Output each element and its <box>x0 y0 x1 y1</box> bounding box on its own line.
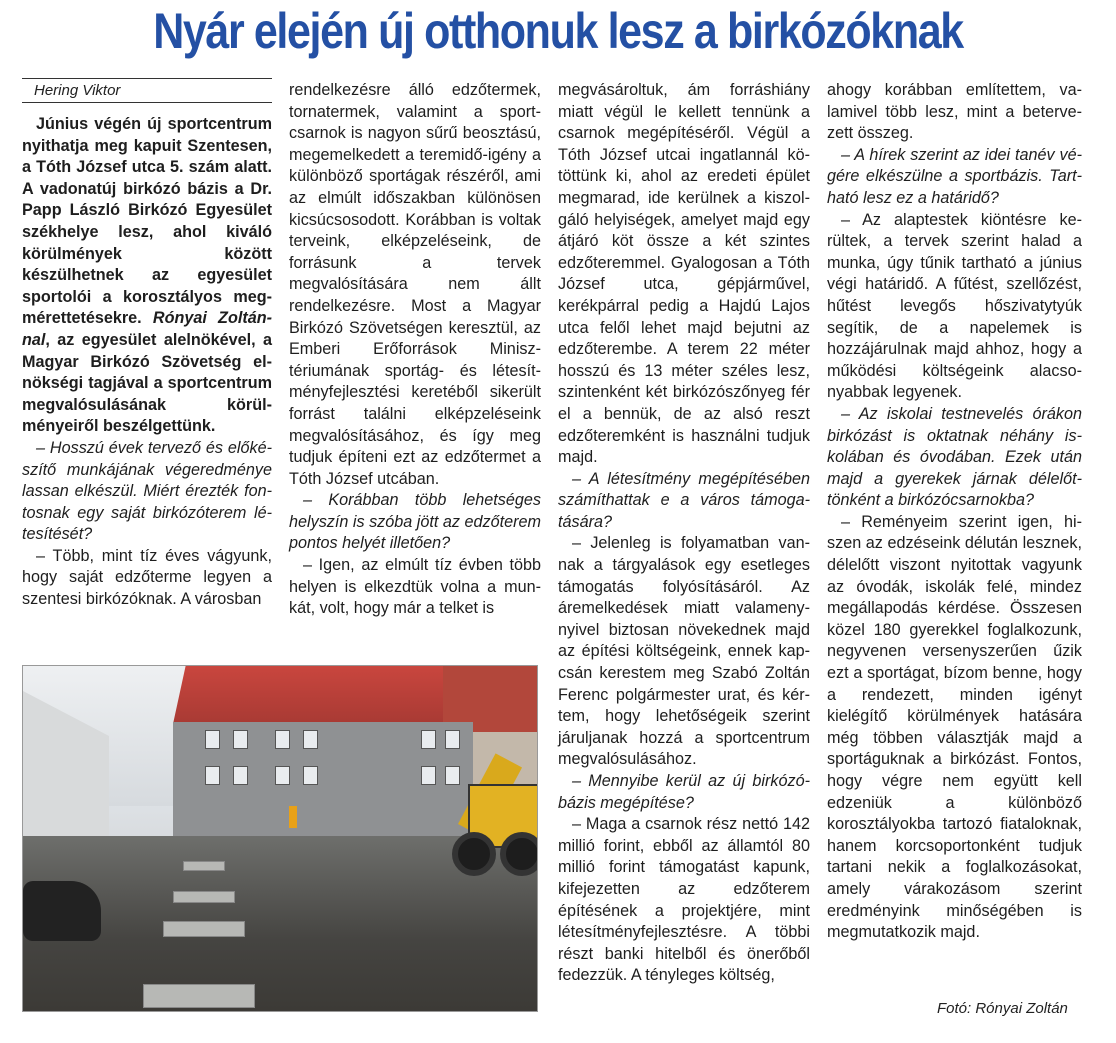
question-3: – A létesítmény megépítésében számíthattak e a város támogatására? <box>558 469 810 531</box>
column-3 <box>558 80 810 987</box>
answer-4-continued: ahogy korábban említettem, valamivel több lesz, mint a betervezett összeg. <box>827 81 1082 143</box>
lead-text-b: , az egyesület alelnökével, a Magyar Birkózó Szövetség elnökségi tagjával a sportcentrum megvalósulásának körülményeiről beszélgettünk. <box>22 330 272 436</box>
question-5: – A hírek szerint az idei tanév végére elkészülne a sportbázis. Tartható lesz ez a határidő? <box>827 145 1082 207</box>
photo-credit: Fotó: Rónyai Zoltán <box>937 1000 1068 1017</box>
byline-rule-top <box>22 78 272 79</box>
photo-foundation-slab <box>163 921 245 937</box>
column-2 <box>289 80 541 620</box>
answer-3: – Jelenleg is folyamatban vannak a tárgyalások egy esetleges támogatás folyósításáról. Az áremelkedések miatt valamenynyivel biztosan növekednek majd az építési költségeink, ennek kapcsán kerestem meg Szabó Zoltán Ferenc polgármester urat, és kértem, hogy lehetőségeik szerint járuljanak hozzá a sportcentrum megvalósulásához. <box>558 534 810 769</box>
photo-window <box>421 766 436 785</box>
photo-foundation-slab <box>173 891 235 903</box>
question-4: – Mennyibe kerül az új birkózóbázis megépítése? <box>558 772 810 812</box>
photo-roof <box>173 666 488 724</box>
answer-6: – Reményeim szerint igen, hiszen az edzéseink délután lesznek, délelőtt viszont nyitottak vagyunk az óvodák, iskolák felé, mindez megállapodás kérdése. Összesen közel 180 gyerekkel foglalkozunk, negyvenen versenyszerűen űzik ezt a sportágat, bízom benne, hogy a rendezett, minden igényt kielégítő körülmények hatására még többen választják majd a sportáguknak a birkózást. Fontos, hogy végre nem együtt kell edzeniük a különböző korosztályokba tartozó fiataloknak, hanem korcsoportonként tudjuk tartani nekik a foglalkozásokat, amely várakozásom szerint eredményink minőségében is megmutatkozik majd. <box>827 512 1082 942</box>
headline: Nyár elején új otthonuk lesz a birkózóknak <box>153 3 963 59</box>
photo-window <box>303 730 318 749</box>
photo-window <box>205 766 220 785</box>
column-1 <box>22 114 272 611</box>
answer-1-continued: rendelkezésre álló edzőtermek, tornatermek, valamint a sportcsarnok is nagyon sűrű beosztású, megemelkedett a teremidő-igény a különböző sportágak részéről, ami az elmúlt időszakban különösen kicsúcsosodott. Korábban is voltak terveink, elképzeléseink, de forrásunk a tervek megvalósítására nem állt rendelkezésre. Most a Magyar Birkózó Szövetségen keresztül, az Emberi Erőforrások Minisztériumának sportág- és létesítményfejlesztési keretéből sikerült forrást találni elképzeléseink megvalósításához, és így meg tudjuk építeni ezt az edzőtermet a Tóth József utcában. <box>289 81 541 488</box>
photo-window <box>205 730 220 749</box>
photo-foundation-slab <box>183 861 225 871</box>
photo-foundation-slab <box>143 984 255 1008</box>
answer-2-continued: megvásároltuk, ám forráshiány miatt végül le kellett tennünk a csarnok megépítéséről. Végül a Tóth József utcai ingatlannál kötöttünk ki, ahol az eredeti épület megmarad, ide kerülnek a kiszolgáló helyiségek, amelyet majd egy átjáró köt össze a két szintes edzőteremmel. Gyalogosan a Tóth József utca, gépjárművel, kerékpárral pedig a Hajdú Lajos utca felől lehet majd bejutni az edzőterembe. A terem 22 méter hosszú és 13 méter széles lesz, szintenként két birkózószőnyeg fér el a bennük, de az alsó reszt edzőteremként is használni tudjuk majd. <box>558 81 810 467</box>
question-1: – Hosszú évek tervező és előkészítő munkájának végeredménye lassan elkészül. Miért érezték fontosnak egy saját birkózóterem létesítését? <box>22 438 272 544</box>
answer-5: – Az alaptestek kiöntésre kerültek, a tervek szerint halad a munka, úgy tűnik tartható a június végi határidő. A fűtést, szellőzést, hűtést levegős hőszivatytyúk segítik, de a napelemek is hozzájárulnak majd ahhoz, hogy a működési költségeink alacsonyabbak legyenek. <box>827 210 1082 402</box>
question-2: – Korábban több lehetséges helyszín is szóba jött az edzőterem pontos helyét illetően? <box>289 491 541 553</box>
backhoe-wheel <box>452 832 496 876</box>
photo-window <box>275 766 290 785</box>
byline-rule-bottom <box>22 102 272 103</box>
photo-tarp <box>23 881 101 941</box>
photo-window <box>421 730 436 749</box>
photo-worker <box>289 806 297 828</box>
photo-window <box>275 730 290 749</box>
column-4 <box>827 80 1082 944</box>
answer-1: – Több, mint tíz éves vágyunk, hogy saját edzőterme legyen a szentesi birkózóknak. A városban <box>22 546 272 609</box>
construction-site-photo <box>22 665 538 1012</box>
photo-window <box>233 730 248 749</box>
question-6: – Az iskolai testnevelés órákon birkózást is oktatnak néhány iskolában és óvodában. Ezek után majd a gyerekek járnak délelőttönként a birkózócsarnokba? <box>827 404 1082 510</box>
photo-window <box>303 766 318 785</box>
photo-window <box>233 766 248 785</box>
byline: Hering Viktor <box>34 82 121 99</box>
lead-interviewee-name: Rónyai Zoltánnal <box>22 309 272 349</box>
photo-backhoe <box>448 744 537 879</box>
answer-2: – Igen, az elmúlt tíz évben több helyen is elkezdtük volna a munkát, volt, hogy már a telket is <box>289 556 541 618</box>
lead-paragraph <box>22 114 272 438</box>
backhoe-wheel <box>500 832 538 876</box>
lead-text-a: Június végén új sportcentrum nyithatja meg kapuit Szentesen, a Tóth József utca 5. szám alatt. A vadonatúj birkózó bázis a Dr. Papp László Birkózó Egyesület székhelye lesz, ahol kiváló körülmények között készülhetnek az egyesület sportolói a korosztályos megmérettetésekre. <box>22 115 272 328</box>
answer-4: – Maga a csarnok rész nettó 142 millió forint, ebből az államtól 80 millió forint támogatást kapunk, kifejezetten az edzőterem építésének a projektjére, mint létesítményfejlesztésre. A többi részt banki hitelből és önerőből fedezzük. A tényleges költség, <box>558 815 810 985</box>
